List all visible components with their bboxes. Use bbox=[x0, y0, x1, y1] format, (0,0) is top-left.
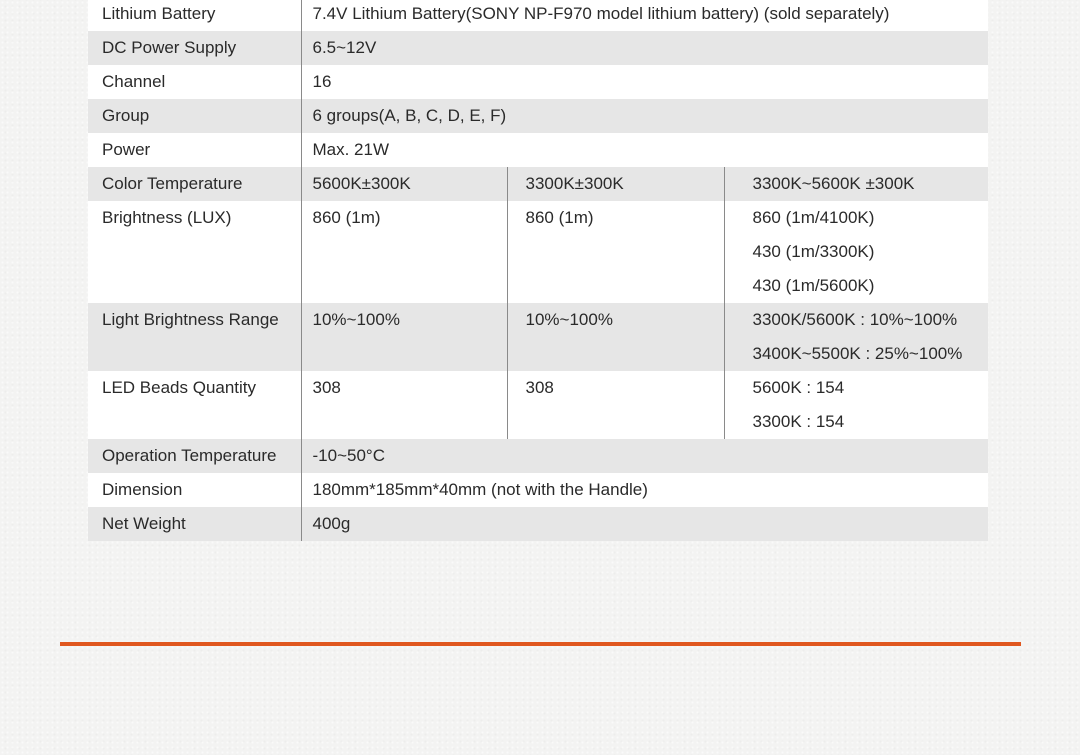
spec-value: 400g bbox=[301, 507, 988, 541]
orange-divider bbox=[60, 642, 1021, 646]
spec-label: Group bbox=[88, 99, 301, 133]
spec-value-col1: 10%~100% bbox=[301, 303, 507, 371]
spec-value-col1: 860 (1m) bbox=[301, 201, 507, 303]
spec-value-col2: 308 bbox=[507, 371, 724, 439]
spec-label: Dimension bbox=[88, 473, 301, 507]
spec-row-group bbox=[88, 99, 988, 133]
spec-row-dimension bbox=[88, 473, 988, 507]
spec-row-operation-temperature bbox=[88, 439, 988, 473]
spec-label: Brightness (LUX) bbox=[88, 201, 301, 303]
spec-value-col3 bbox=[724, 201, 988, 303]
spec-value-line: 430 (1m/3300K) bbox=[752, 242, 875, 261]
spec-row-brightness bbox=[88, 201, 988, 303]
spec-row-power bbox=[88, 133, 988, 167]
spec-label: LED Beads Quantity bbox=[88, 371, 301, 439]
spec-value: 7.4V Lithium Battery(SONY NP-F970 model lithium battery) (sold separately) bbox=[301, 0, 988, 31]
spec-label: Lithium Battery bbox=[88, 0, 301, 31]
spec-label: DC Power Supply bbox=[88, 31, 301, 65]
spec-value-col2: 860 (1m) bbox=[507, 201, 724, 303]
spec-value-col1: 5600K±300K bbox=[301, 167, 507, 201]
spec-value-col3 bbox=[724, 371, 988, 439]
spec-label: Net Weight bbox=[88, 507, 301, 541]
spec-value-col3: 3300K~5600K ±300K bbox=[724, 167, 988, 201]
spec-value: 6.5~12V bbox=[301, 31, 988, 65]
spec-row-lithium-battery bbox=[88, 0, 988, 31]
spec-value: Max. 21W bbox=[301, 133, 988, 167]
spec-value: -10~50°C bbox=[301, 439, 988, 473]
spec-row-brightness-range bbox=[88, 303, 988, 371]
spec-table bbox=[88, 0, 988, 541]
spec-row-channel bbox=[88, 65, 988, 99]
spec-value-col3 bbox=[724, 303, 988, 371]
spec-value-col1: 308 bbox=[301, 371, 507, 439]
spec-value: 6 groups(A, B, C, D, E, F) bbox=[301, 99, 988, 133]
spec-label: Channel bbox=[88, 65, 301, 99]
spec-row-net-weight bbox=[88, 507, 988, 541]
spec-value-line: 3300K/5600K : 10%~100% bbox=[752, 310, 958, 329]
spec-label: Light Brightness Range bbox=[88, 303, 301, 371]
spec-value-line: 3400K~5500K : 25%~100% bbox=[752, 344, 963, 363]
spec-value: 16 bbox=[301, 65, 988, 99]
spec-value-line: 430 (1m/5600K) bbox=[752, 276, 875, 295]
spec-value: 180mm*185mm*40mm (not with the Handle) bbox=[301, 473, 988, 507]
spec-label: Color Temperature bbox=[88, 167, 301, 201]
spec-label: Power bbox=[88, 133, 301, 167]
spec-value-col2: 3300K±300K bbox=[507, 167, 724, 201]
spec-row-led-beads bbox=[88, 371, 988, 439]
spec-value-line: 5600K : 154 bbox=[752, 378, 845, 397]
spec-value-col2: 10%~100% bbox=[507, 303, 724, 371]
spec-label: Operation Temperature bbox=[88, 439, 301, 473]
spec-row-dc-power-supply bbox=[88, 31, 988, 65]
spec-value-line: 3300K : 154 bbox=[752, 412, 845, 431]
spec-row-color-temperature bbox=[88, 167, 988, 201]
spec-value-line: 860 (1m/4100K) bbox=[752, 208, 875, 227]
